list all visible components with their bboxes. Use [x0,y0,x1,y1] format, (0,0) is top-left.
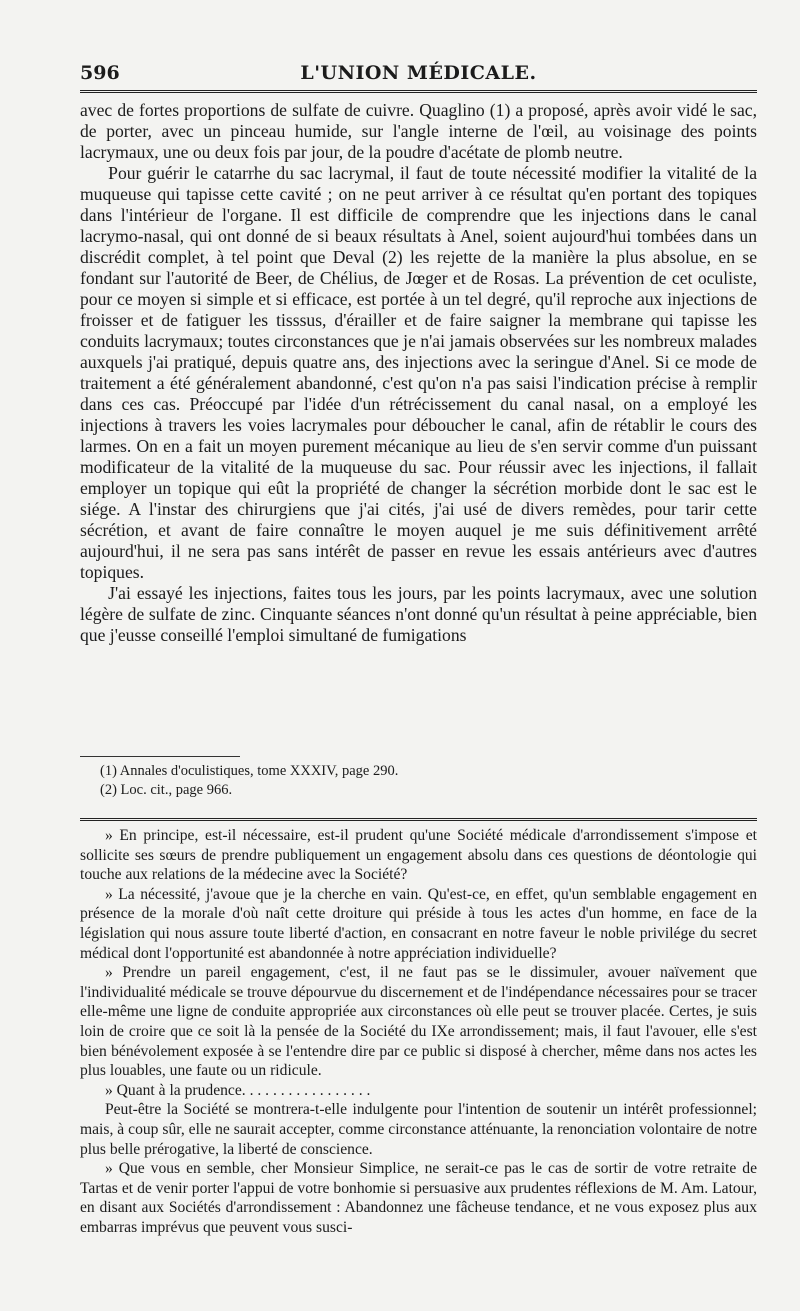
footnotes [80,762,757,800]
paragraph: J'ai essayé les injections, faites tous les jours, par les points lacrymaux, avec une solution légère de sulfate de zinc. Cinquante séances n'ont donné qu'un résultat à peine appréciable, bien que j'eusse conseillé l'emploi simultané de fumigations [80,583,757,645]
footnote: (2) Loc. cit., page 966. [100,782,233,798]
page-number: 596 [80,62,120,84]
footnote: (1) Annales d'oculistiques, tome XXXIV, page 290. [100,763,399,779]
letter-body [80,826,757,1237]
footnote-rule [80,756,240,757]
paragraph: avec de fortes proportions de sulfate de cuivre. Quaglino (1) a proposé, après avoir vidé le sac, de porter, avec un pinceau humide, sur l'angle interne de l'œil, au voisinage des points lacrymaux, une ou deux fois par jour, de la poudre d'acétate de plomb neutre. [80,100,757,162]
paragraph: Pour guérir le catarrhe du sac lacrymal, il faut de toute nécessité modifier la vitalité de la muqueuse qui tapisse cette cavité ; on ne peut arriver à ce résultat qu'en portant des topiques dans l'intérieur de l'organe. Il est difficile de comprendre que les injections dans le canal lacrymo-nasal, qui ont donné de si beaux résultats à Anel, soient aujourd'hui tombées dans un discrédit complet, à tel point que Deval (2) les rejette de la manière la plus absolue, en se fondant sur l'autorité de Beer, de Chélius, de Jœger et de Rosas. La prévention de cet oculiste, pour ce moyen si simple et si efficace, est portée à un tel degré, qu'il reproche aux injections de froisser et de fatiguer les tisssus, d'érailler et de faire saigner la membrane qui tapisse les conduits lacrymaux; toutes circonstances que je n'ai jamais observées sur les nombreux malades auxquels j'ai pratiqué, depuis quatre ans, des injections avec la seringue d'Anel. Si ce mode de traitement a été généralement abandonné, c'est qu'on n'a pas saisi l'indication précise à remplir dans ces cas. Préoccupé par l'idée d'un rétrécissement du canal nasal, on a employé les injections à travers les voies lacrymales pour déboucher le canal, afin de rétablir le cours des larmes. On en a fait un moyen purement mécanique au lieu de s'en servir comme d'un puissant modificateur de la vitalité de la muqueuse du sac. Pour réussir avec les injections, il fallait employer un topique qui eût la propriété de changer la sécrétion morbide dont le sac est le siége. A l'instar des chirurgiens que j'ai cités, j'ai usé de divers remèdes, pour tarir cette sécrétion, et avant de faire connaître le moyen auquel je me suis définitivement arrêté aujourd'hui, il ne sera pas sans intérêt de passer en revue les essais antérieurs avec d'autres topiques. [80,163,757,582]
letter-paragraph: Peut-être la Société se montrera-t-elle indulgente pour l'intention de soutenir un intérêt professionnel; mais, à coup sûr, elle ne saurait accepter, comme circonstance atténuante, la renonciation volontaire de notre plus belle prérogative, la liberté de conscience. [80,1101,757,1158]
letter-paragraph: » La nécessité, j'avoue que je la cherche en vain. Qu'est-ce, en effet, qu'un semblable engagement en présence de la morale d'où naît cette droiture qui préside à tous les actes d'un homme, en face de la législation qui nous assure toute liberté d'action, en consacrant en notre faveur le noble privilége du secret médical dont l'opportunité est abandonnée à notre appréciation individuelle? [80,885,757,962]
letter-paragraph: » Quant à la prudence. . . . . . . . . . . . . . . . . [104,1081,371,1099]
section-divider [80,818,757,821]
letter-paragraph: » Que vous en semble, cher Monsieur Simplice, ne serait-ce pas le cas de sortir de votre retraite de Tartas et de venir porter l'appui de votre bonhomie si persuasive aux prudentes réflexions de M. Am. Latour, en disant aux Sociétés d'arrondissement : Abandonnez une fâcheuse tendance, et ne vous exposez plus aux embarras imprévus que peuvent vous susci- [80,1160,757,1236]
page-header [80,62,757,93]
letter-paragraph: » En principe, est-il nécessaire, est-il prudent qu'une Société médicale d'arrondissement s'impose et sollicite ses sœurs de prendre publiquement un engagement absolu dans ces questions de déontologie qui touche aux relations de la médecine avec la Société? [80,827,757,884]
running-head: L'UNION MÉDICALE. [300,62,537,84]
letter-paragraph: » Prendre un pareil engagement, c'est, il ne faut pas se le dissimuler, avouer naïvement que l'individualité médicale se trouve dépourvue du discernement et de l'indépendance nécessaires pour se tracer elle-même une ligne de conduite appropriée aux circonstances où elle peut se trouver placée. Certes, je suis loin de croire que ce soit là la pensée de la Société du IXe arrondissement; mais, il faut l'avouer, elle s'est bien bénévolement exposée à se l'entendre dire par ce public si disposé à chercher, même dans nos actes les plus louables, une faute ou un ridicule. [80,964,757,1080]
article-body [80,100,757,646]
